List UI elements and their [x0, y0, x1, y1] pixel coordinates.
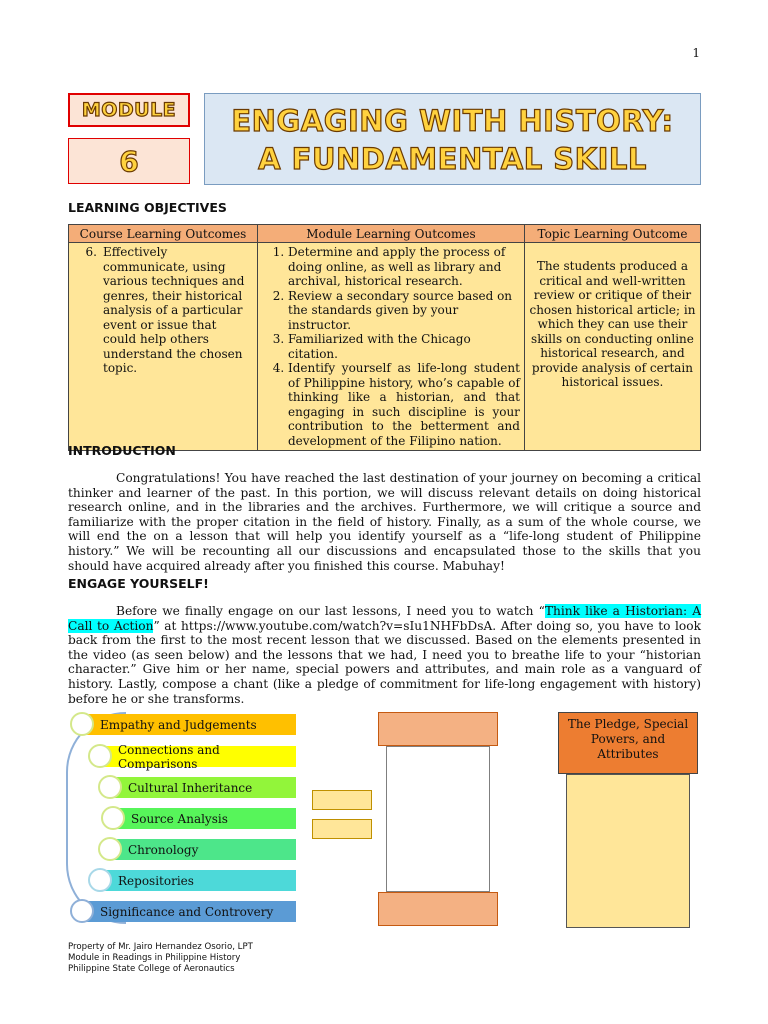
engage-paragraph: Before we finally engage on our last lessons, I need you to watch “Think like a Historian: A Call to Action” at https://www.youtube.com/watch?v=sIu1NHFbDsA. After doing so, you have to look back from the first to the most recent lesson that we discussed. Based on the elements presented in the video (as seen below) and the lessons that we had, I need you to breathe life to your “historian character.” Give him or her name, special powers and attributes, and main role as a vanguard of history. Lastly, compose a chant (like a pledge of commitment for life-long engagement with history) before he or she transforms. — [68, 604, 702, 706]
diagram-node — [88, 744, 112, 768]
diagram-item-significance: Significance and Controvery — [86, 901, 296, 922]
topic-outcome-text: The students produced a critical and well-written review or critique of their chosen historical article; in which they can use their skills on conducting online historical research, and provide analysis of certain historical issues. — [529, 259, 696, 389]
diagram-item-repositories: Repositories — [104, 870, 296, 891]
module-label: MODULE — [81, 99, 177, 121]
diagram-item-chronology: Chronology — [112, 839, 296, 860]
footer-line: Module in Readings in Philippine History — [68, 953, 241, 963]
character-role-box — [378, 892, 498, 926]
learning-outcomes-table — [68, 224, 701, 451]
course-outcome-cell — [69, 243, 258, 451]
diagram-node — [98, 775, 122, 799]
column-header: Module Learning Outcomes — [258, 225, 525, 243]
small-blank-box — [312, 790, 372, 810]
module-outcome-item: 3. Familiarized with the Chicago citation. — [288, 332, 520, 361]
pledge-title: The Pledge, Special Powers, and Attributes — [567, 717, 689, 761]
video-title-highlight: Think like a Historian: A Call to Action — [68, 604, 702, 633]
footer — [68, 942, 253, 975]
footer-line: Philippine State College of Aeronautics — [68, 964, 235, 974]
topic-outcome-cell — [524, 243, 700, 451]
footer-line: Property of Mr. Jairo Hernandez Osorio, LPT — [68, 942, 253, 952]
diagram-node — [70, 712, 94, 736]
pledge-writing-box — [566, 774, 690, 928]
introduction-heading: INTRODUCTION — [68, 443, 176, 458]
module-number-box — [68, 138, 190, 184]
diagram-item-connections: Connections and Comparisons — [104, 746, 296, 767]
module-outcome-item: 2. Review a secondary source based on the standards given by your instructor. — [288, 289, 520, 333]
page-number: 1 — [692, 46, 700, 60]
introduction-paragraph: Congratulations! You have reached the last destination of your journey on becoming a critical thinker and learner of the past. In this portion, we will discuss relevant details on doing historical research online, and in the libraries and the archives. Furthermore, we will critique a source and familiarize with the proper citation in the field of history. Finally, as a sum of the whole course, we will end the on a lesson that will help you identify yourself as a “life-long student of Philippine history.” We will be recounting all our discussions and encapsulated those to the skills that you should have acquired already after you finished this course. Mabuhay! — [68, 471, 701, 573]
module-label-box — [68, 93, 190, 127]
diagram-item-cultural: Cultural Inheritance — [112, 777, 296, 798]
engage-heading: ENGAGE YOURSELF! — [68, 576, 209, 591]
character-name-box — [378, 712, 498, 746]
module-title-box — [204, 93, 701, 185]
module-outcome-item: 1. Determine and apply the process of doing online, as well as library and archival, historical research. — [288, 245, 520, 289]
diagram-node — [98, 837, 122, 861]
title-line-1: ENGAGING WITH HISTORY: — [231, 104, 674, 138]
pledge-title-box — [558, 712, 698, 774]
small-blank-box — [312, 819, 372, 839]
column-header: Topic Learning Outcome — [524, 225, 700, 243]
module-outcome-item: 4. Identify yourself as life-long student of Philippine history, who’s capable of thinking like a historian, and that engaging in such discipline is your contribution to the betterment and development of the Filipino nation. — [288, 361, 520, 448]
diagram-node — [88, 868, 112, 892]
course-outcome-number: 6. — [85, 245, 97, 259]
learning-objectives-heading: LEARNING OBJECTIVES — [68, 200, 227, 215]
module-outcomes-cell — [258, 243, 525, 451]
diagram-node — [70, 899, 94, 923]
module-number: 6 — [119, 144, 139, 178]
course-outcome-text: Effectively communicate, using various techniques and genres, their historical analysis of a particular event or issue that could help others understand the chosen topic. — [103, 245, 245, 375]
diagram-item-source: Source Analysis — [115, 808, 296, 829]
diagram-item-empathy: Empathy and Judgements — [86, 714, 296, 735]
title-line-2: A FUNDAMENTAL SKILL — [258, 142, 647, 176]
character-drawing-box — [386, 746, 490, 892]
diagram-node — [101, 806, 125, 830]
column-header: Course Learning Outcomes — [69, 225, 258, 243]
